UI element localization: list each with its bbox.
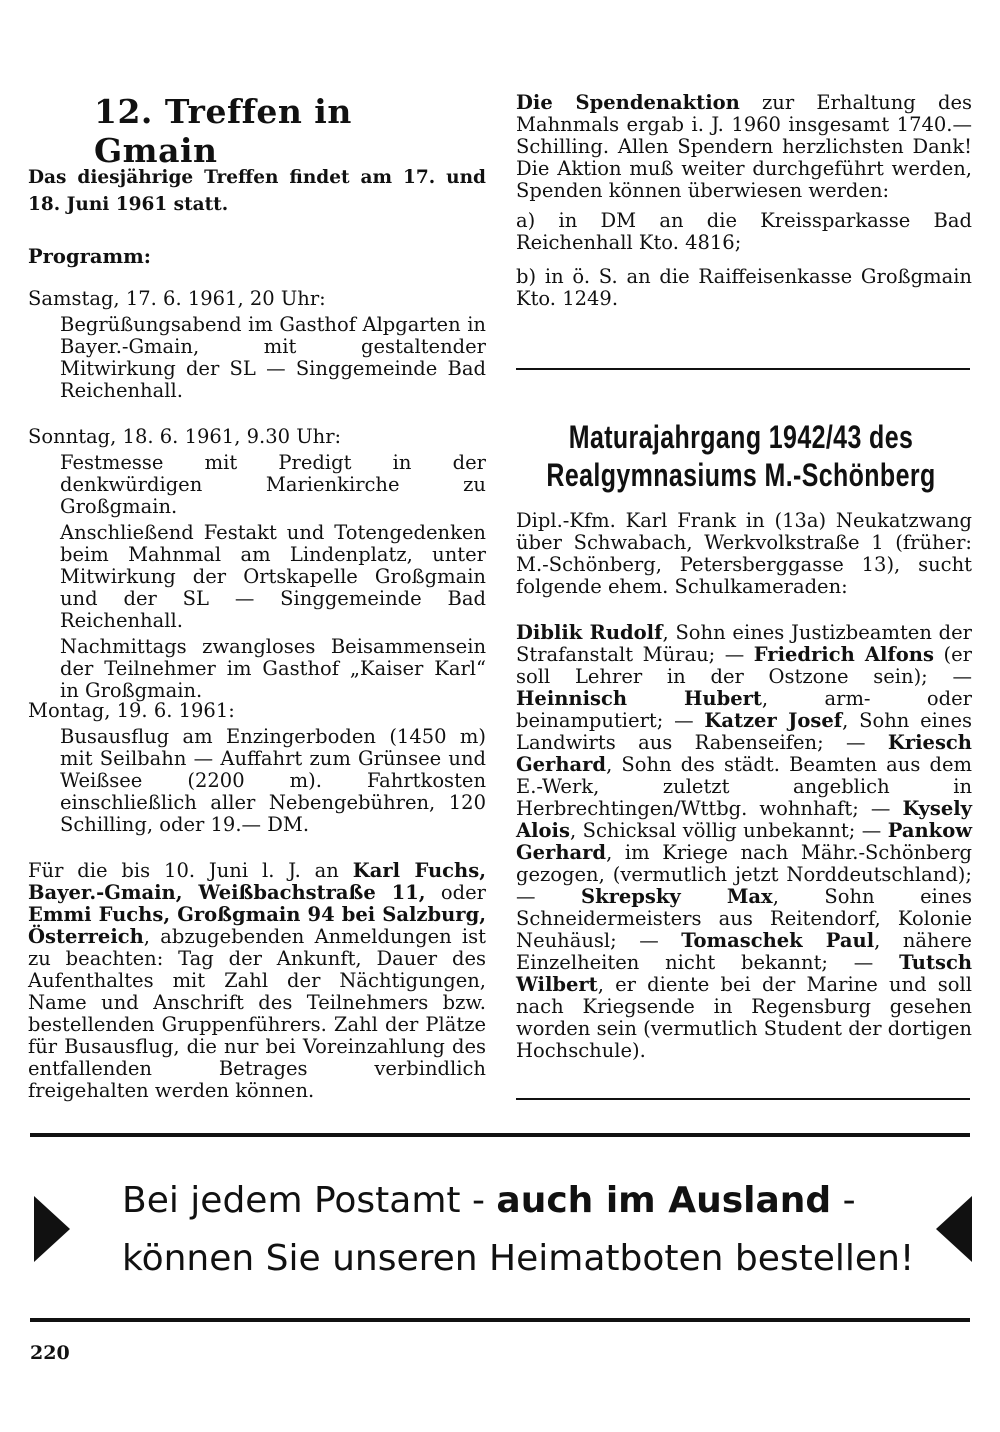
arrow-left-icon — [936, 1196, 972, 1262]
registration-contact-2: Emmi Fuchs, Großgmain 94 bei Salzburg, Österreich — [28, 903, 486, 948]
classmate-name: Diblik Rudolf — [516, 621, 663, 644]
classmate-detail: , er diente bei der Marine und soll nach Kriegsende in Regensburg gesehen worden sein (vermutlich Student der dortigen Hochschule). — [516, 973, 972, 1062]
heading-line-2: Realgymnasiums M.-Schönberg — [546, 457, 936, 493]
spendenaktion-text: zur Erhaltung des Mahnmals ergab i. J. 1960 insgesamt 1740.— Schilling. Allen Spendern herzlichsten Dank! Die Aktion muß weiter durchgeführt werden, Spenden können überwiesen werden: — [516, 91, 973, 202]
ad-bottom-rule — [30, 1318, 970, 1322]
ad-line-1-end: - — [831, 1180, 856, 1221]
classmate-detail: , Sohn eines Schneidermeisters aus Reitendorf, Kolonie Neuhäusl; — — [516, 885, 972, 952]
divider — [516, 1098, 970, 1100]
spendenaktion-option-a: a) in DM an die Kreissparkasse Bad Reichenhall Kto. 4816; — [516, 209, 972, 254]
ad-text — [122, 1172, 922, 1288]
intro-text: Das diesjährige Treffen findet am 17. und 18. Juni 1961 statt. — [28, 167, 486, 215]
spendenaktion-paragraph — [516, 92, 972, 202]
classmate-name: Heinnisch Hubert — [516, 687, 762, 710]
classmate-detail: , Sohn des städt. Beamten aus dem E.-Werk, zuletzt angeblich in Herbrechtingen/Wttbg. wohnhaft; — — [516, 753, 972, 820]
day-1-label: Samstag, 17. 6. 1961, 20 Uhr: — [28, 287, 326, 310]
ad-line-1-emphasis: auch im Ausland — [496, 1180, 832, 1221]
day-2-label: Sonntag, 18. 6. 1961, 9.30 Uhr: — [28, 425, 342, 448]
registration-text-or: oder — [425, 881, 486, 904]
arrow-right-icon — [34, 1196, 70, 1262]
programm-label: Programm: — [28, 245, 151, 268]
classmate-name: Friedrich Alfons — [753, 643, 934, 666]
classmate-name: Pankow Gerhard — [516, 819, 972, 864]
classmate-detail: , Schicksal völlig unbekannt; — — [569, 819, 888, 842]
classmate-detail: , im Kriege nach Mähr.-Schönberg gezogen, (vermutlich jetzt Norddeutschland); — — [516, 841, 972, 908]
spendenaktion-option-b: b) in ö. S. an die Raiffeisenkasse Großgmain Kto. 1249. — [516, 265, 972, 310]
maturajahrgang-intro: Dipl.-Kfm. Karl Frank in (13a) Neukatzwang über Schwabach, Werkvolkstraße 1 (früher: M.-Schönberg, Petersberggasse 13), sucht folgende ehem. Schulkameraden: — [516, 509, 972, 598]
day-2-text-1: Festmesse mit Predigt in der denkwürdigen Marienkirche zu Großgmain. — [60, 451, 486, 518]
heading-line-1: Maturajahrgang 1942/43 des — [568, 419, 914, 455]
classmate-detail: , Sohn eines Landwirts aus Rabenseifen; — — [516, 709, 972, 754]
registration-contact-1: Karl Fuchs, Bayer.-Gmain, Weißbachstraße 11, — [28, 859, 486, 904]
classmate-detail: , Sohn eines Justizbeamten der Strafanstalt Mürau; — — [516, 621, 972, 666]
day-3-text: Busausflug am Enzingerboden (1450 m) mit Seilbahn — Auffahrt zum Grünsee und Weißsee (2200 m). Fahrtkosten einschließlich aller Nebengebühren, 120 Schilling, oder 19.— DM. — [60, 725, 486, 836]
day-3-label: Montag, 19. 6. 1961: — [28, 699, 235, 722]
classmate-name: Tutsch Wilbert — [516, 951, 972, 996]
classmate-detail: , nähere Einzelheiten nicht bekannt; — — [516, 929, 972, 974]
day-1-text: Begrüßungsabend im Gasthof Alpgarten in Bayer.-Gmain, mit gestaltender Mitwirkung der SL — Singgemeinde Bad Reichenhall. — [60, 313, 486, 402]
classmate-name: Skrepsky Max — [581, 885, 773, 908]
registration-paragraph — [28, 860, 486, 1102]
program-day-2 — [28, 426, 486, 702]
day-2-text-3: Nachmittags zwangloses Beisammensein der Teilnehmer im Gasthof „Kaiser Karl“ in Großgmain. — [60, 635, 486, 702]
classmate-name: Tomaschek Paul — [681, 929, 875, 952]
registration-text-end: , abzugebenden Anmeldungen ist zu beachten: Tag der Ankunft, Dauer des Aufenthaltes mit Zahl der Nächtigungen, Name und Anschrift des Teilnehmers bzw. bestellenden Gruppenführers. Zahl der Plätze für Busausflug, die nur bei Voreinzahlung des entfallenden Betrages verbindlich freigehalten werden können. — [28, 925, 486, 1102]
ad-top-rule — [30, 1133, 970, 1137]
classmate-name: Kriesch Gerhard — [516, 731, 972, 776]
classmates-list — [516, 622, 972, 1062]
classmate-name: Kysely Alois — [516, 797, 972, 842]
article-heading-treffen: 12. Treffen in Gmain — [94, 92, 352, 170]
program-day-3 — [28, 700, 486, 836]
spendenaktion-title: Die Spendenaktion — [516, 91, 740, 114]
page-number: 220 — [30, 1342, 70, 1364]
day-2-text-2: Anschließend Festakt und Totengedenken beim Mahnmal am Lindenplatz, unter Mitwirkung der Ortskapelle Großgmain und der SL — Singgemeinde Bad Reichenhall. — [60, 521, 486, 632]
registration-text-start: Für die bis 10. Juni l. J. an — [28, 859, 353, 882]
article-heading-maturajahrgang — [534, 418, 947, 494]
ad-line-1-start: Bei jedem Postamt - — [122, 1180, 497, 1221]
divider — [516, 368, 970, 370]
ad-line-1 — [122, 1172, 922, 1230]
classmate-detail: (er soll Lehrer in der Ostzone sein); — — [516, 643, 972, 688]
program-day-1 — [28, 288, 486, 402]
classmate-detail: , arm- oder beinamputiert; — — [516, 687, 972, 732]
ad-line-2: können Sie unseren Heimatboten bestellen! — [122, 1238, 915, 1279]
classmate-name: Katzer Josef — [704, 709, 843, 732]
